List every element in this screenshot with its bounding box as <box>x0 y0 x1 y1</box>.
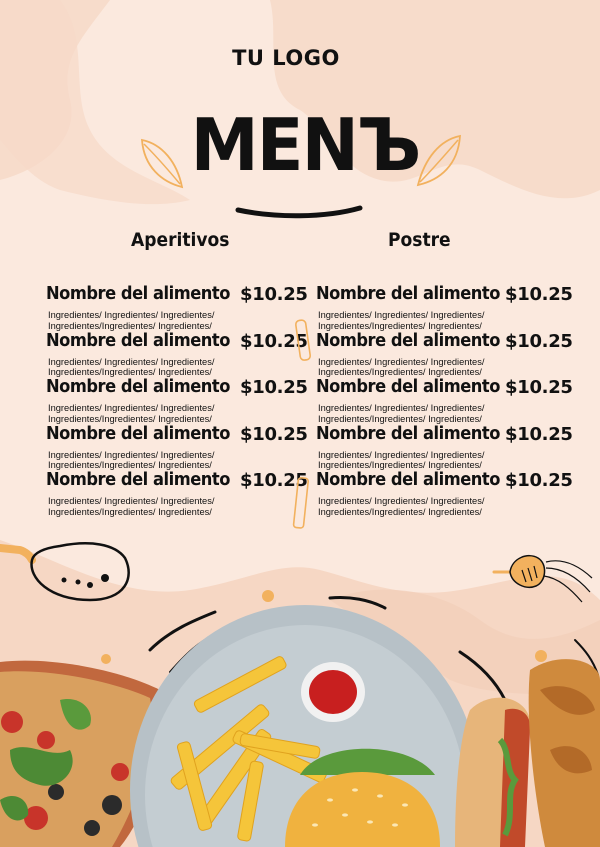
item-name: Nombre del alimento <box>316 284 500 304</box>
menu-item <box>46 284 306 331</box>
menu-item <box>46 377 306 424</box>
french-fry-icon <box>292 316 316 364</box>
fruit-doodle-icon <box>0 538 140 608</box>
item-name: Nombre del alimento <box>46 330 230 351</box>
item-description: Ingredientes/ Ingredientes/ Ingredientes/ Ingredientes/Ingredientes/ Ingredientes/ <box>318 310 485 331</box>
column-heading-postre: Postre <box>388 229 451 251</box>
item-description: Ingredientes/ Ingredientes/ Ingredientes/ Ingredientes/Ingredientes/ Ingredientes/ <box>318 403 485 424</box>
item-description: Ingredientes/ Ingredientes/ Ingredientes/ Ingredientes/Ingredientes/ Ingredientes/ <box>48 356 215 378</box>
food-photo <box>0 600 600 847</box>
logo-text: TU LOGO <box>232 46 340 70</box>
item-name: Nombre del alimento <box>316 377 500 398</box>
item-price: $10.25 <box>505 470 573 492</box>
menu-item <box>46 470 306 517</box>
item-description: Ingredientes/ Ingredientes/ Ingredientes/ Ingredientes/Ingredientes/ Ingredientes/ <box>48 496 215 517</box>
item-name: Nombre del alimento <box>46 377 230 398</box>
menu-list-aperitivos <box>46 284 306 517</box>
menu-item <box>316 284 576 331</box>
item-description: Ingredientes/ Ingredientes/ Ingredientes/ Ingredientes/Ingredientes/ Ingredientes/ <box>318 449 485 471</box>
item-price: $10.25 <box>240 330 308 352</box>
item-price: $10.25 <box>505 284 573 305</box>
item-description: Ingredientes/ Ingredientes/ Ingredientes/ Ingredientes/Ingredientes/ Ingredientes/ <box>48 449 215 471</box>
menu-item <box>316 470 576 517</box>
item-name: Nombre del alimento <box>316 470 500 491</box>
menu-item <box>316 377 576 424</box>
item-price: $10.25 <box>240 284 308 305</box>
french-fry-icon <box>290 474 314 532</box>
item-description: Ingredientes/ Ingredientes/ Ingredientes/ Ingredientes/Ingredientes/ Ingredientes/ <box>48 310 215 331</box>
item-price: $10.25 <box>505 330 573 352</box>
item-description: Ingredientes/ Ingredientes/ Ingredientes/ Ingredientes/Ingredientes/ Ingredientes/ <box>318 356 485 378</box>
menu-item <box>46 424 306 471</box>
item-description: Ingredientes/ Ingredientes/ Ingredientes/ Ingredientes/Ingredientes/ Ingredientes/ <box>48 403 215 424</box>
page-title: MENЪ <box>190 103 420 187</box>
column-heading-aperitivos: Aperitivos <box>131 229 230 251</box>
item-name: Nombre del alimento <box>46 423 230 444</box>
menu-item <box>316 331 576 378</box>
menu-item <box>316 424 576 471</box>
item-price: $10.25 <box>240 423 308 445</box>
item-name: Nombre del alimento <box>316 423 500 444</box>
item-name: Nombre del alimento <box>316 330 500 351</box>
smile-line <box>235 204 365 224</box>
item-price: $10.25 <box>505 423 573 445</box>
item-name: Nombre del alimento <box>46 470 230 491</box>
item-description: Ingredientes/ Ingredientes/ Ingredientes/ Ingredientes/Ingredientes/ Ingredientes/ <box>318 496 485 517</box>
item-price: $10.25 <box>505 377 573 399</box>
item-price: $10.25 <box>240 470 308 492</box>
item-name: Nombre del alimento <box>46 284 230 304</box>
menu-item <box>46 331 306 378</box>
item-price: $10.25 <box>240 377 308 399</box>
menu-list-postre <box>316 284 576 517</box>
